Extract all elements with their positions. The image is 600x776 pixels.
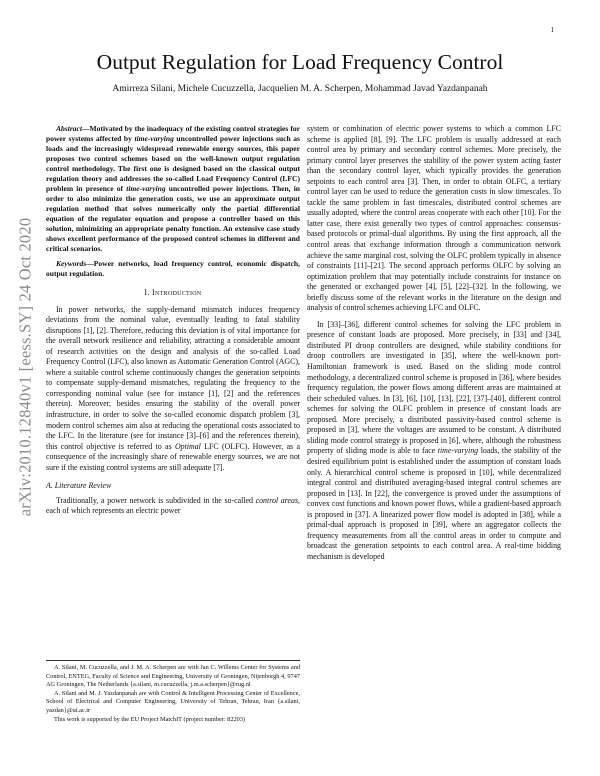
left-column (46, 124, 300, 517)
section-heading-introduction: I. Introduction (144, 288, 202, 297)
footnote-affiliation-1: A. Silani, M. Cucuzzella, and J. M. A. Scherpen are with Jan C. Willems Center for Systems and Control, ENTEG, Faculty of Science and Engineering, University of Groningen, Nijenborgh 4, 9747 AG Groningen, The Netherlands {a.silani, m.cucuzzella, j.m.a.scherpen}@rug.nl (46, 664, 300, 689)
arxiv-identifier (6, 174, 44, 559)
page-number: 1 (550, 26, 554, 34)
keywords-lead: Keywords (56, 259, 87, 268)
literature-paragraph-continued: system or combination of electric power systems to which a common LFC scheme is applied [8], [9]. The LFC problem is usually addressed at each control area by primary and secondary control schemes. More precisely, the primary control layer preserves the stability of the power system acting faster than the secondary control layer, which typically provides the generation setpoints to each control area [3]. Then, in order to obtain OLFC, a tertiary control layer can be used to reduce the generation costs in slow timescales. To tackle the same problem in fast timescales, distributed control schemes are usually adopted, where the control areas cooperate with each other [10]. For the latter case, there exist generally two types of control approaches: consensus-based protocols or primal-dual algorithms. By using the first approach, all the control areas that exchange information through a communication network achieve the same marginal cost, solving the OLFC problem typically in absence of constraints [11]–[21]. The second approach performs OLFC by solving an optimization problem that may potentially include constraints for instance on the generated or exchanged power [4], [5], [22]–[32]. In the following, we briefly discuss some of the relevant works in the literature on the design and analysis of control schemes achieving LFC and OLFC. (307, 124, 561, 313)
keywords: Keywords—Power networks, load frequency control, economic dispatch, output regulation. (46, 259, 300, 278)
literature-paragraph: Traditionally, a power network is subdivided in the so-called control areas, each of which represents an electric power (46, 495, 301, 516)
arxiv-identifier-text: arXiv:2010.12840v1 [eess.SY] 24 Oct 2020 (15, 217, 35, 516)
footnote-funding: This work is supported by the EU Project MatchIT (project number: 82203) (54, 715, 246, 723)
paper-title: Output Regulation for Load Frequency Control (96, 50, 504, 74)
footnotes (46, 660, 300, 724)
literature-paragraph-2: In [33]–[36], different control schemes for solving the LFC problem in presence of constant loads are proposed. More precisely, in [33] and [34], distributed PI droop controllers are designed, while stability conditions for droop controllers are investigated in [35], where the well-known port-Hamiltonian framework is used. Based on the sliding mode control methodology, a decentralized control scheme is proposed in [36], where besides frequency regulation, the power flows among different areas are maintained at their scheduled values. In [3], [6], [10], [13], [22], [37]–[40], different control schemes for solving the OLFC problem in presence of constant loads are proposed. More precisely, a distributed passivity-based control scheme is proposed in [3], where the voltages are assumed to be constant. A distributed sliding mode control strategy is proposed in [6], where, although the robustness property of sliding mode is able to face time-varying loads, the stability of the desired equilibrium point is established under the assumption of constant loads only. A hierarchical control scheme is proposed in [10], while decentralized integral control and distributed averaging-based integral control schemes are proposed in [13]. In [22], the convergence is proved under the assumptions of convex cost functions and known power flows, while a gradient-based approach is proposed in [37]. A linearized power flow model is adopted in [38], while a primal-dual approach is proposed in [39], where an aggregator collects the frequency measurements from all the control areas in order to compute and broadcast the generation setpoints to each control area. A real-time bidding mechanism is developed (307, 319, 561, 561)
author-list: Amirreza Silani, Michele Cucuzzella, Jacquelien M. A. Scherpen, Mohammad Javad Yazdanpanah (112, 84, 488, 94)
abstract: Abstract—Motivated by the inadequacy of the existing control strategies for power systems affected by time-varying uncontrolled power injections such as loads and the increasingly widespread renewable energy sources, this paper proposes two control schemes based on the well-known output regulation control methodology. The first one is designed based on the classical output regulation theory and addresses the so-called Load Frequency Control (LFC) problem in presence of time-varying uncontrolled power injections. Then, in order to also minimize the generation costs, we use an approximate output regulation method that solves numerically only the partial differential equation of the regulator equation and propose a controller based on this solution, minimizing an appropriate penalty function. An extensive case study shows excellent performance of the proposed control schemes in different and critical scenarios. (46, 124, 301, 253)
right-column (307, 124, 561, 562)
subsection-heading-literature-review: A. Literature Review (46, 481, 112, 491)
footnote-affiliation-2: A. Silani and M. J. Yazdanpanah are with Control & Intelligent Processing Center of Excellence, School of Electrical and Computer Engineering, University of Tehran, Tehran, Iran {a.silani, yazdan}@ut.ac.ir (46, 689, 300, 714)
abstract-lead: Abstract (56, 124, 82, 133)
intro-paragraph: In power networks, the supply-demand mismatch induces frequency deviations from the nominal value, eventually leading to fatal stability disruptions [1], [2]. Therefore, reducing this deviation is of vital importance for the overall network resilience and reliability, attracting a considerable amount of research activities on the design and analysis of the so-called Load Frequency Control (LFC), also known as Automatic Generation Control (AGC), where a suitable control scheme continuously changes the generation setpoints to compensate supply-demand mismatches, regulating the frequency to the corresponding nominal value (see for instance [1], [2] and the references therein). Moreover, besides ensuring the stability of the overall power infrastructure, in order to solve the so-called economic dispatch problem [3], modern control schemes aim also at reducing the operational costs associated to the LFC. In the literature (see for instance [3]–[6] and the references therein), this control objective is referred to as Optimal LFC (OLFC). However, as a consequence of the increasingly share of renewable energy sources, we are not sure if the existing control systems are still adequate [7]. (46, 304, 300, 472)
